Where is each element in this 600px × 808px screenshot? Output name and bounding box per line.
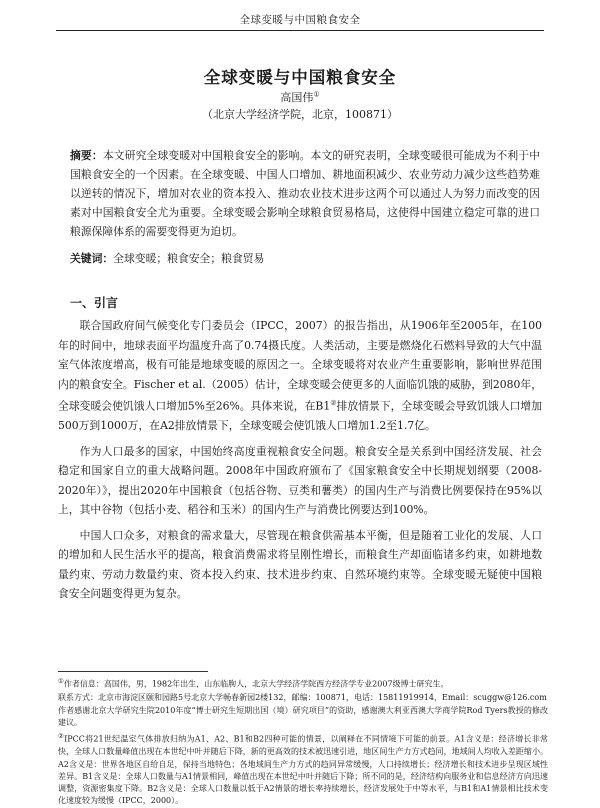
keywords-text: 全球变暖；粮食安全；粮食贸易 — [113, 252, 265, 265]
footnotes — [58, 675, 548, 808]
author-affiliation: （北京大学经济学院，北京，100871） — [202, 108, 398, 121]
footnote-1-line-3: 作者感谢北京大学研究生院2010年度“博士研究生短期出国（境）研究项目”的资助，感谢澳大利亚西澳大学商学院Rod Tyers教授的修改建议。 — [58, 706, 548, 728]
footnote-rule — [58, 671, 208, 672]
footnote-2-mark: ② — [58, 732, 65, 741]
paper-title: 全球变暖与中国粮食安全 — [203, 68, 397, 87]
author-footnote-mark[interactable]: ① — [313, 90, 320, 99]
paragraph-1-part-1: 联合国政府间气候变化专门委员会（IPCC，2007）的报告指出，从1906年至2005年，在100年的时间中，地球表面平均温度升高了0.74摄氏度。人类活动，主要是燃烧化石燃料导致的大气中温室气体浓度增高，极有可能是地球变暖的原因之一。全球变暖将对农业产生重要影响，影响世界范围内的粮食安全。Fischer et al.（2005）估计，全球变暖会使更多的人面临饥饿的威胁，到2080年，全球变暖会使饥饿人口增加5%至26%。具体来说，在B1 — [58, 319, 542, 413]
abstract-label: 摘要： — [70, 149, 103, 162]
keywords-label: 关键词： — [70, 252, 114, 265]
footnote-ref-2[interactable]: ② — [330, 399, 337, 407]
abstract-text: 本文研究全球变暖对中国粮食安全的影响。本文的研究表明，全球变暖很可能成为不利于中国粮食安全的一个因素。在全球变暖、中国人口增加、耕地面积减少、农业劳动力减少这些趋势难以逆转的情况下，增加对农业的资本投入、推动农业技术进步这两个可以通过人为努力而改变的因素对中国粮食安全尤为重要。全球变暖会影响全球粮食贸易格局，这使得中国建立稳定可靠的进口粮源保障体系的需要变得更为迫切。 — [70, 149, 541, 238]
footnote-2-text: IPCC将21世纪温室气体排放归纳为A1、A2、B1和B2四种可能的情景，以阐释在不同情境下可能的前景。A1含义是：经济增长非常快，全球人口数量峰值出现在本世纪中叶并随后下降，新的更高效的技术被迅速引进，地区间生产力方式趋同，地域间人均收入差距缩小。A2含义是：世界各地区自给自足，保持当地特色；各地域间生产力方式的趋同异常缓慢，人口持续增长；经济增长和技术进步呈现区域性差异。B1含义是：全球人口数量与A1情景相同，峰值出现在本世纪中叶并随后下降；所不同的是，经济结构向服务业和信息经济方向迅速调整，资源密集度下降。B2含义是：全球人口数量以低于A2情景的增长率持续增长，经济发展处于中等水平，与B1和A1情景相比技术变化速度较为缓慢（IPCC，2000）。 — [58, 735, 549, 806]
keywords — [70, 251, 540, 266]
paragraph-2: 作为人口最多的国家，中国始终高度重视粮食安全问题。粮食安全是关系到中国经济发展、社会稳定和国家自立的重大战略问题。2008年中国政府颁布了《国家粮食安全中长期规划纲要（2008-2020年）》，提出2020年中国粮食（包括谷物、豆类和薯类）的国内生产与消费比例要保持在95%以上，其中谷物（包括小麦、稻谷和玉米）的国内生产与消费比例要达到100%。 — [58, 444, 542, 517]
header-rule — [56, 30, 544, 31]
footnote-1-text: 作者信息：高国伟，男，1982年出生，山东临朐人，北京大学经济学院西方经济学专业2007级博士研究生。 — [63, 679, 449, 689]
running-header: 全球变暖与中国粮食安全 — [239, 14, 361, 26]
paragraph-1 — [58, 316, 542, 436]
body-text — [58, 316, 542, 610]
footnote-1-mark: ① — [58, 677, 64, 685]
paragraph-3: 中国人口众多，对粮食的需求量大，尽管现在粮食供需基本平衡，但是随着工业化的发展、人口的增加和人民生活水平的提高，粮食消费需求将呈刚性增长，而粮食生产却面临诸多约束，如耕地数量约束、劳动力数量约束、资本投入约束、技术进步约束、自然环境约束等。全球变暖无疑使中国粮食安全问题变得更为复杂。 — [58, 528, 542, 601]
footnote-1-line-1 — [58, 675, 548, 691]
author-line — [58, 89, 542, 105]
section-heading: 一、引言 — [70, 296, 119, 310]
author-name: 高国伟 — [280, 91, 314, 104]
paragraph-1-part-2: 排放情景下，全球变暖会导致饥饿人口增加500万到1000万，在A2排放情景下，全球变暖会使饥饿人口增加1.2至1.7亿。 — [58, 399, 542, 433]
footnote-1-line-2: 联系方式：北京市海淀区颐和园路5号北京大学畅春新园2楼132，邮编：100871，电话：15811919914，Email：scuggw@126.com — [58, 692, 547, 702]
abstract — [70, 146, 540, 241]
